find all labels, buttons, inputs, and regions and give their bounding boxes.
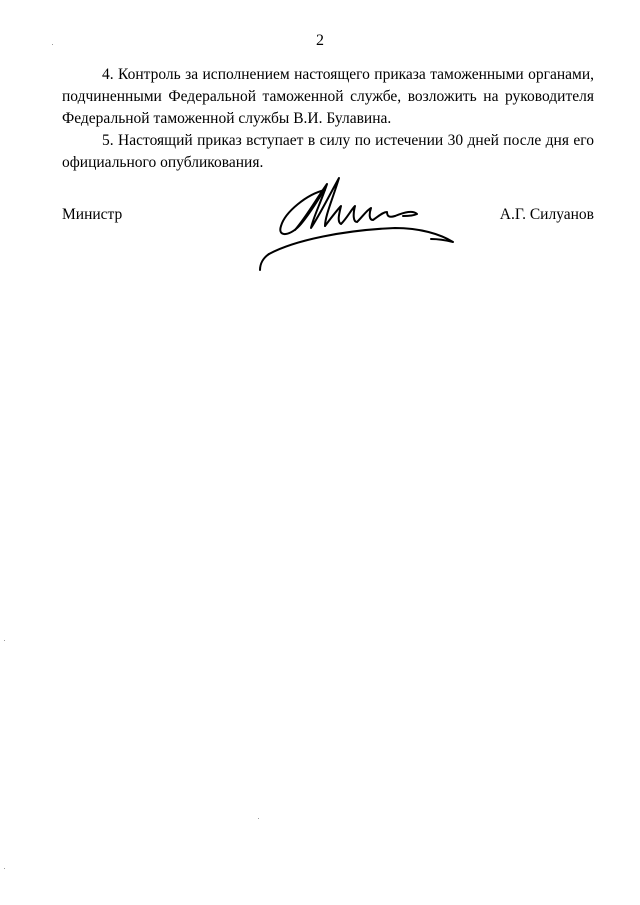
signer-position: Министр <box>62 206 123 223</box>
handwritten-signature <box>255 172 460 272</box>
scan-speck <box>52 44 53 45</box>
signer-name: А.Г. Силуанов <box>499 206 594 223</box>
document-body <box>62 64 594 174</box>
paragraph-5: 5. Настоящий приказ вступает в силу по истечении 30 дней после дня его официального опубликования. <box>62 132 594 171</box>
scan-speck <box>258 818 259 819</box>
scan-speck <box>4 868 5 869</box>
page-number: 2 <box>316 32 324 49</box>
paragraph-4: 4. Контроль за исполнением настоящего приказа таможенными органами, подчиненными Федеральной таможенной службе, возложить на руководителя Федеральной таможенной службы В.И. Булавина. <box>62 66 594 127</box>
scan-speck <box>4 640 5 641</box>
